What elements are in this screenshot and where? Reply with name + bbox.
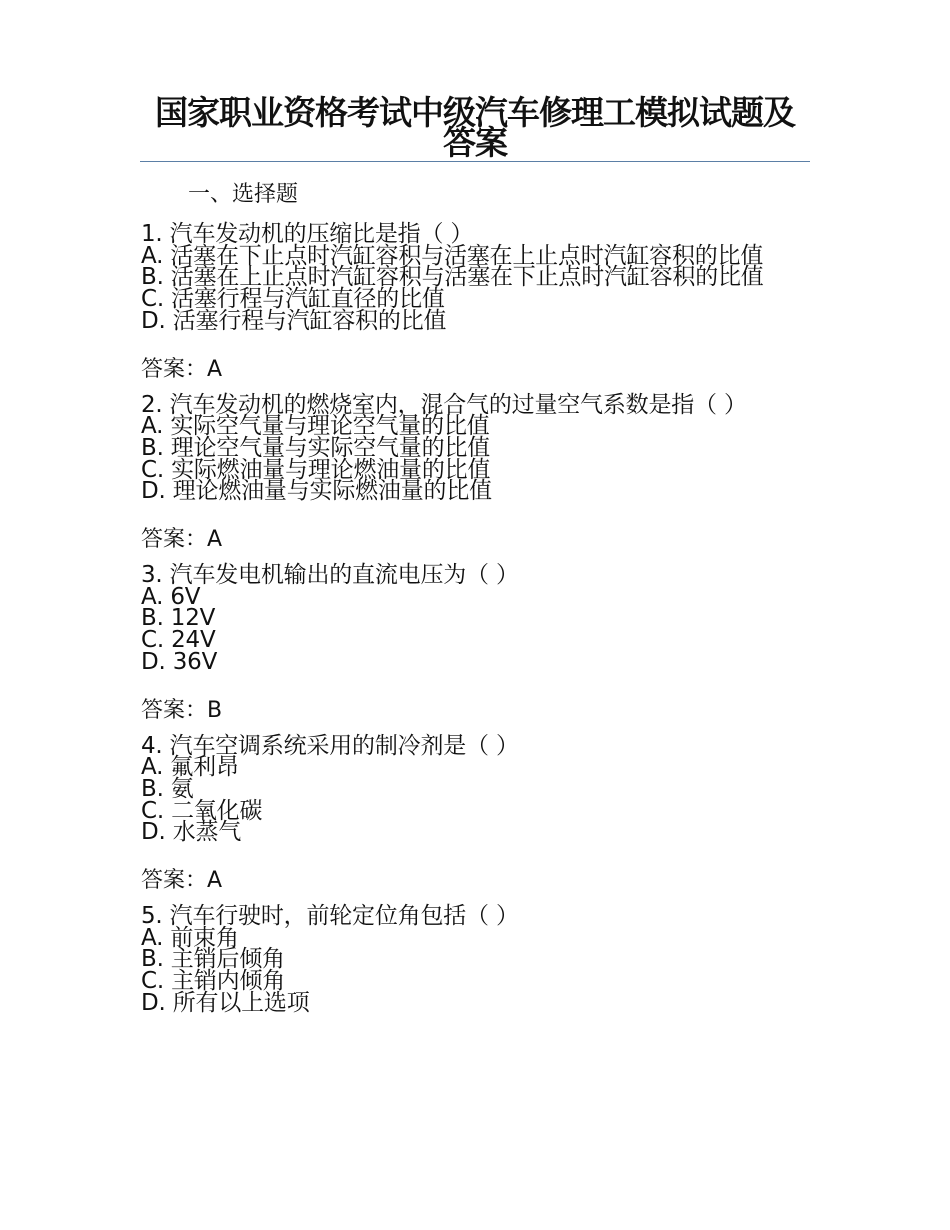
question-3 [141,562,801,675]
question-4 [141,732,801,846]
option-d: D. 所有以上选项 [141,989,310,1016]
title-divider [140,161,810,162]
question-list [141,221,801,1037]
option-c: C. 活塞行程与汽缸直径的比值 [141,286,445,313]
question-stem: 5. 汽车行驶时，前轮定位角包括（ ） [141,903,519,930]
section-heading: 一、选择题 [188,182,299,207]
document-title: 国家职业资格考试中级汽车修理工模拟试题及答案 [155,93,795,162]
option-d: D. 活塞行程与汽缸容积的比值 [141,307,447,334]
option-c: C. 主销内倾角 [141,968,286,995]
question-stem: 1. 汽车发动机的压缩比是指（ ） [141,221,474,247]
option-d: D. 36V [141,648,218,675]
option-c: C. 24V [141,627,216,654]
option-b: B. 理论空气量与实际空气量的比值 [141,434,491,461]
option-d: D. 水蒸气 [141,819,242,846]
question-stem: 4. 汽车空调系统采用的制冷剂是（ ） [141,732,519,759]
question-5 [141,903,801,1016]
answer-2: 答案：A [141,527,223,553]
option-b: B. 主销后倾角 [141,946,285,973]
answer-3: 答案：B [141,697,223,723]
question-stem: 2. 汽车发动机的燃烧室内，混合气的过量空气系数是指（ ） [141,391,747,418]
option-b: B. 12V [141,605,216,632]
option-b: B. 氨 [141,775,194,802]
option-c: C. 二氧化碳 [141,797,263,824]
question-1 [141,221,801,334]
option-a: A. 实际空气量与理论空气量的比值 [141,413,490,440]
option-a: A. 6V [141,583,201,610]
option-d: D. 理论燃油量与实际燃油量的比值 [141,478,492,505]
option-a: A. 活塞在下止点时汽缸容积与活塞在上止点时汽缸容积的比值 [141,242,764,269]
option-b: B. 活塞在上止点时汽缸容积与活塞在下止点时汽缸容积的比值 [141,264,764,291]
answer-1: 答案：A [141,356,223,382]
answer-4: 答案：A [141,868,223,894]
option-a: A. 氟利昂 [141,754,239,781]
option-c: C. 实际燃油量与理论燃油量的比值 [141,456,491,483]
question-stem: 3. 汽车发电机输出的直流电压为（ ） [141,562,519,589]
question-2 [141,391,801,505]
option-a: A. 前束角 [141,924,239,951]
